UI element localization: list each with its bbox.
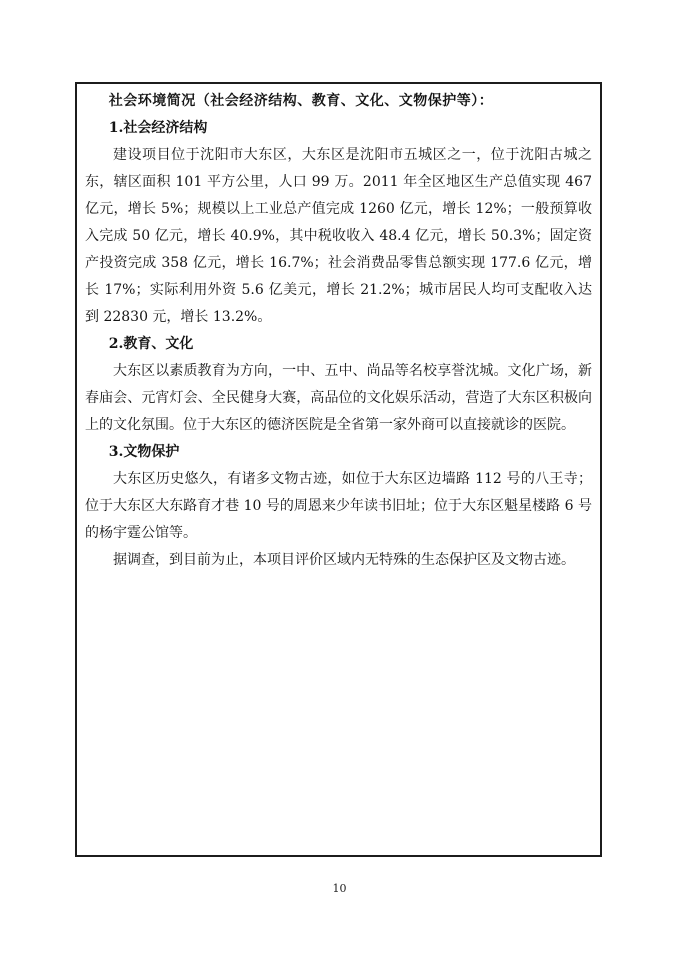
heading-cultural-relics-protection: 3.文物保护 [108,444,180,460]
paragraph-education-culture: 大东区以素质教育为方向，一中、五中、尚品等名校享誉沈城。文化广场，新春庙会、元宵灯会、全民健身大赛，高品位的文化娱乐活动，营造了大东区积极向上的文化氛围。位于大东区的德济医院是全省第一家外商可以直接就诊的医院。 [85,363,592,433]
content-box [75,82,602,857]
heading-socioeconomic-structure: 1.社会经济结构 [108,120,208,136]
paragraph-socioeconomic-structure: 建设项目位于沈阳市大东区，大东区是沈阳市五城区之一，位于沈阳古城之东，辖区面积 101 平方公里，人口 99 万。2011 年全区地区生产总值实现 467 亿元，增长 5%；规模以上工业总产值完成 1260 亿元，增长 12%；一般预算收入完成 50 亿元，增长 40.9%，其中税收收入 48.4 亿元，增长 50.3%；固定资产投资完成 358 亿元，增长 16.7%；社会消费品零售总额实现 177.6 亿元，增长 17%；实际利用外资 5.6 亿美元，增长 21.2%；城市居民人均可支配收入达到 22830 元，增长 13.2%。 [85,147,592,325]
page-number: 10 [332,882,347,895]
section-title: 社会环境简况（社会经济结构、教育、文化、文物保护等）： [108,93,494,109]
paragraph-survey-conclusion: 据调查，到目前为止，本项目评价区域内无特殊的生态保护区及文物古迹。 [113,552,575,568]
paragraph-cultural-relics: 大东区历史悠久，有诸多文物古迹，如位于大东区边墙路 112 号的八王寺；位于大东区大东路育才巷 10 号的周恩来少年读书旧址；位于大东区魁星楼路 6 号的杨宇霆公馆等。 [85,471,592,541]
heading-education-culture: 2.教育、文化 [108,336,194,352]
